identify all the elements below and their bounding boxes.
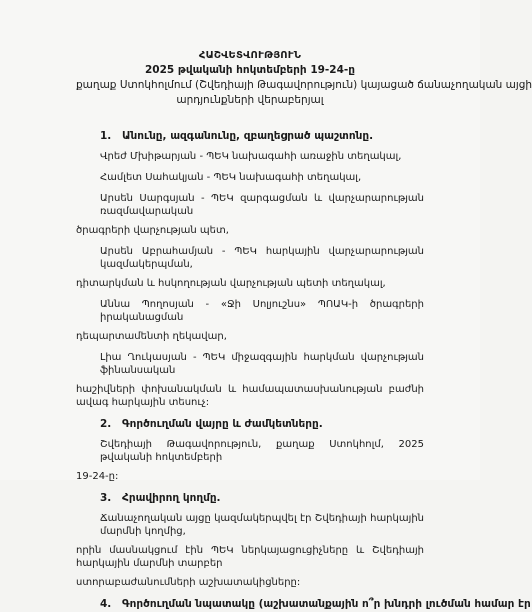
section-title: Հրավիրող կողմը. [122, 492, 221, 504]
paragraph-line: Լիա Ղուկասյան - ՊԵԿ միջազգային հարկման վարչության ֆինանսական [100, 352, 424, 376]
document-header [76, 48, 532, 108]
section-1-heading [100, 129, 424, 144]
paragraph-line: հաշիվների փոխանակման և համապատասխանության բաժնի ավագ հարկային տեսուչ: [76, 384, 424, 408]
paragraph-line: 19-24-ը: [76, 471, 119, 482]
section-number: 2. [100, 418, 112, 430]
section-number: 4. [100, 598, 112, 610]
section-title: Անունը, ազգանունը, զբաղեցրած պաշտոնը. [122, 130, 374, 142]
paragraph-line: ծրագրերի վարչության պետ, [76, 225, 229, 236]
document-title: ՀԱՇՎԵՏՎՈՒԹՅՈՒՆ [198, 50, 302, 61]
document-subtitle-line-1: քաղաք Ստոկհոլմում (Շվեդիայի Թագավորություն) կայացած ճանաչողական այցի [76, 79, 532, 91]
section-3-heading [100, 491, 424, 506]
paragraph-line: դիտարկման և հսկողության վարչության պետի տեղակալ, [76, 278, 386, 289]
section-number: 3. [100, 492, 112, 504]
section-2-heading [100, 417, 424, 432]
document-date: 2025 թվականի հոկտեմբերի 19-24-ը [145, 64, 355, 76]
paragraph-line: դեպարտամենտի ղեկավար, [76, 331, 227, 342]
section-title: Գործուղման վայրը և ժամկետները. [122, 418, 323, 430]
paragraph-line: Համլետ Սահակյան - ՊԵԿ նախագահի տեղակալ, [100, 172, 362, 183]
document-subtitle-line-2: արդյունքների վերաբերյալ [176, 94, 324, 106]
paragraph-line: ստորաբաժանումների աշխատակիցները: [76, 577, 301, 588]
paragraph-line: Արսեն Սարգսյան - ՊԵԿ զարգացման և վարչարարության ռազմավարական [100, 193, 424, 217]
section-4-heading [100, 597, 531, 612]
paragraph-line: որին մասնակցում էին ՊԵԿ ներկայացուցիչները և Շվեդիայի հարկային մարմնի տարբեր [76, 545, 424, 569]
paragraph-line: Արսեն Աբրահամյան - ՊԵԿ հարկային վարչարարության կազմակերպման, [100, 246, 424, 270]
paragraph-line: Վրեժ Մխիթարյան - ՊԵԿ նախագահի առաջին տեղակալ, [100, 151, 402, 162]
paragraph-line: Աննա Պողոսյան - «Ջի Սոլյուշնս» ՊՈԱԿ-ի ծրագրերի իրականացման [100, 299, 424, 323]
section-number: 1. [100, 130, 112, 142]
paragraph-line: Շվեդիայի Թագավորություն, քաղաք Ստոկհոլմ, 2025 թվականի հոկտեմբերի [100, 439, 424, 463]
section-title: Գործուղման նպատակը (աշխատանքային ո՞ր խնդրի լուծման համար էր [122, 598, 531, 610]
paragraph-line: Ճանաչողական այցը կազմակերպվել էր Շվեդիայի հարկային մարմնի կողմից, [100, 513, 424, 537]
